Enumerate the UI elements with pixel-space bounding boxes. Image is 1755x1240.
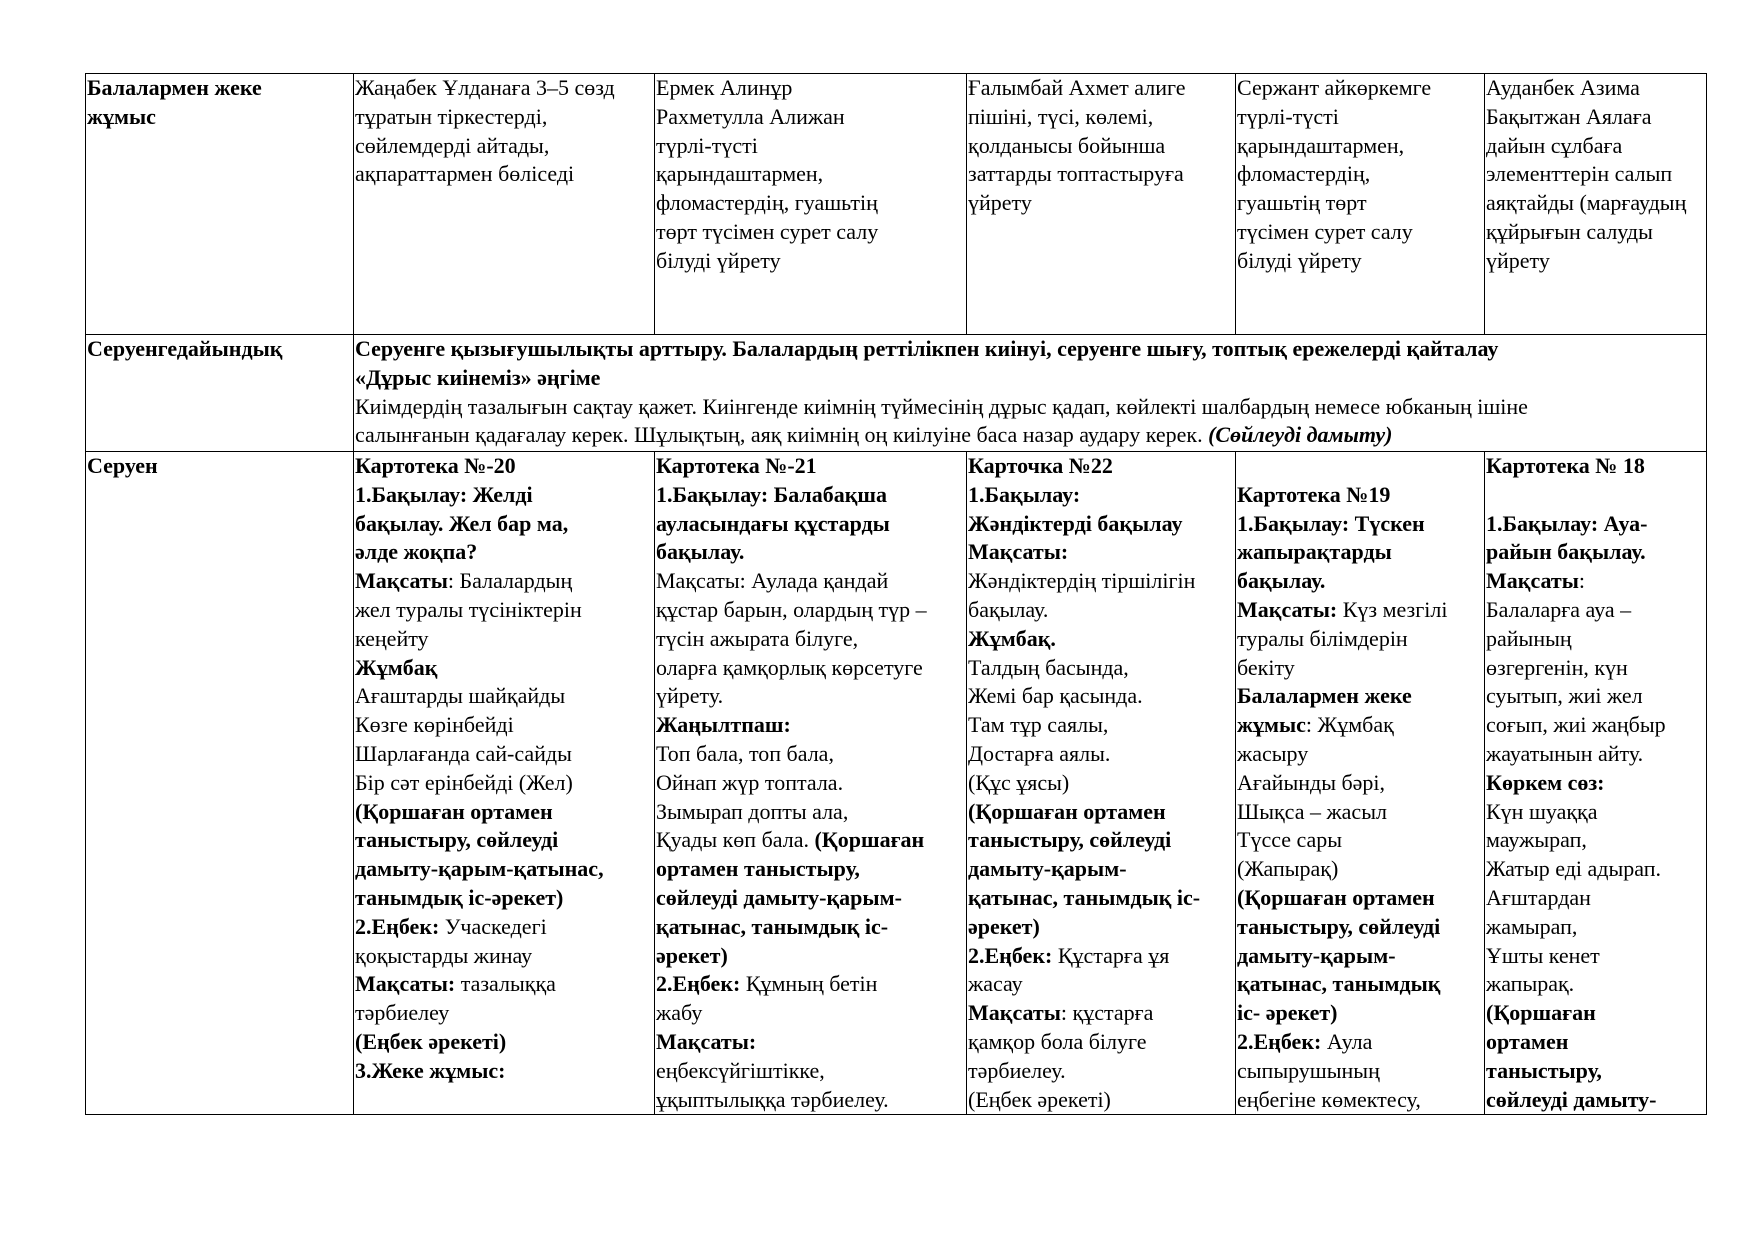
cell-line: Жаңылтпаш: [656, 712, 791, 738]
individual-cell [655, 74, 967, 335]
cell-line: Мақсаты: құстарға [968, 1000, 1154, 1026]
cell-line: райын бақылау. [1486, 539, 1646, 565]
cell-line: таныстыру, сөйлеуді [355, 827, 559, 853]
prep-italic-note: (Сөйлеуді дамыту) [1208, 422, 1393, 448]
cell-line: жел туралы түсініктерін [355, 596, 582, 622]
cell-line: Балаларға ауа – [1486, 596, 1632, 622]
cell-line: Мақсаты: Балалардың [355, 568, 573, 594]
cell-line: Картотека №19 [1237, 481, 1391, 507]
walk-cell [967, 452, 1236, 1115]
cell-line: бақылау. [656, 539, 745, 565]
cell-line: жамырап, [1486, 913, 1578, 939]
cell-line: әлде жоқпа? [355, 539, 478, 565]
cell-line: бақылау. Жел бар ма, [355, 510, 569, 536]
cell-line: бақылау. [968, 596, 1049, 622]
prep-heading-line: Серуенге қызығушылықты арттыру. Балалардың реттілікпен киінуі, серуенге шығу, топтық ережелерді қайталау [355, 336, 1499, 361]
cell-line: жасау [968, 971, 1023, 997]
cell-line: таныстыру, сөйлеуді [1237, 913, 1441, 939]
cell-line: түсімен сурет салу [1237, 218, 1413, 244]
cell-line: (Еңбек әрекеті) [968, 1086, 1111, 1112]
cell-line: Талдың басында, [968, 654, 1129, 680]
cell-line: жауатынын айту. [1486, 740, 1644, 766]
cell-line: білуді үйрету [1237, 247, 1362, 273]
cell-line: Мақсаты: тазалыққа [355, 971, 556, 997]
cell-line: Қуады көп бала. (Қоршаған [656, 827, 925, 853]
cell-line: суытып, жиі жел [1486, 683, 1643, 709]
cell-line: түсін ажырата білуге, [656, 625, 859, 651]
cell-line: оларға қамқорлық көрсетуге [656, 654, 923, 680]
cell-line: дамыту-қарым-қатынас, [355, 856, 604, 882]
cell-line: қарындаштармен, [1237, 132, 1405, 158]
cell-line: Жатыр еді адырап. [1486, 856, 1662, 882]
cell-line [1486, 481, 1706, 510]
cell-line: сөйлеуді дамыту- [1486, 1086, 1657, 1112]
cell-line: бақылау. [1237, 568, 1326, 594]
cell-line: Ауданбек Азима [1486, 75, 1640, 100]
label-line: Балалармен жеке [87, 75, 262, 100]
cell-line: Мақсаты: Аулада қандай [656, 568, 889, 594]
cell-line: Там тұр саялы, [968, 712, 1109, 738]
cell-line: қамқор бола білуге [968, 1028, 1147, 1054]
individual-cell [1236, 74, 1485, 335]
cell-line: Балалармен жеке [1237, 683, 1412, 709]
cell-line: жапырақ. [1486, 971, 1575, 997]
cell-line: Мақсаты: [968, 539, 1069, 565]
cell-line: бекіту [1237, 654, 1295, 680]
cell-line: дамыту-қарым- [968, 856, 1127, 882]
cell-line: жасыру [1237, 740, 1309, 766]
cell-line: үйрету [1486, 247, 1550, 273]
cell-line: ақпараттармен бөліседі [355, 161, 575, 187]
cell-line: жұмыс: Жұмбақ [1237, 712, 1394, 738]
cell-line: Жұмбақ. [968, 625, 1056, 651]
cell-line: Достарға аялы. [968, 740, 1111, 766]
cell-line: Мақсаты: Күз мезгілі [1237, 596, 1448, 622]
cell-line: ортамен [1486, 1028, 1569, 1054]
cell-line: тәрбиелеу. [968, 1057, 1066, 1083]
cell-line: қатынас, танымдық [1237, 971, 1441, 997]
cell-line: заттарды топтастыруға [968, 161, 1184, 187]
cell-line: ортамен таныстыру, [656, 856, 860, 882]
row-walk [86, 452, 1707, 1115]
individual-cell [967, 74, 1236, 335]
cell-line: Картотека №-21 [656, 453, 817, 478]
cell-line: Ұшты кенет [1486, 942, 1600, 968]
walk-cell [1485, 452, 1707, 1115]
cell-line: Топ бала, топ бала, [656, 740, 834, 766]
cell-line: әрекет) [968, 913, 1040, 939]
prep-text-line: Киімдердің тазалығын сақтау қажет. Киінгенде киімнің түймесінің дұрыс қадап, көйлекті шалбардың немесе юбканың ішіне [355, 393, 1528, 419]
cell-line: әрекет) [656, 942, 728, 968]
cell-line: фломастердің, [1237, 161, 1371, 187]
row-label-walk: Серуен [86, 452, 354, 1115]
cell-line: Ағаштарды шайқайды [355, 683, 566, 709]
cell-line: Ойнап жүр топтала. [656, 769, 844, 795]
cell-line: Шарлағанда сай-сайды [355, 740, 572, 766]
row-label-individual-work [86, 74, 354, 335]
cell-line: үйрету [968, 190, 1032, 216]
cell-line: (Құс ұясы) [968, 769, 1070, 795]
cell-line: 3.Жеке жұмыс: [355, 1057, 506, 1083]
cell-line: Жәндіктердің тіршілігін [968, 568, 1196, 594]
cell-line: 1.Бақылау: Балабақша [656, 481, 887, 507]
cell-line: 2.Еңбек: Құмның бетін [656, 971, 878, 997]
cell-line: үйрету. [656, 683, 724, 709]
cell-line: Ағайынды бәрі, [1237, 769, 1386, 795]
cell-line [1237, 452, 1484, 481]
walk-cell [1236, 452, 1485, 1115]
cell-line: қатынас, танымдық іс- [656, 913, 889, 939]
cell-line: 2.Еңбек: Құстарға ұя [968, 942, 1170, 968]
cell-line: тұратын тіркестерді, [355, 103, 548, 129]
cell-line: 2.Еңбек: Учаскедегі [355, 913, 547, 939]
plan-table [85, 73, 1707, 1115]
cell-line: (Еңбек әрекеті) [355, 1028, 507, 1054]
cell-line: фломастердің, гуашьтің [656, 190, 878, 216]
cell-line: Түссе сары [1237, 827, 1343, 853]
cell-line: Жұмбақ [355, 654, 438, 680]
cell-line: еңбексүйгіштікке, [656, 1057, 825, 1083]
prep-conversation-title: «Дұрыс киінеміз» әңгіме [355, 364, 601, 390]
walk-preparation-cell [354, 335, 1707, 452]
cell-line: білуді үйрету [656, 247, 781, 273]
cell-line: дайын сұлбаға [1486, 132, 1623, 158]
cell-line: гуашьтің төрт [1237, 190, 1367, 216]
cell-line: (Қоршаған ортамен [1237, 884, 1435, 910]
cell-line: Картотека №-20 [355, 453, 516, 478]
cell-line: Жемі бар қасында. [968, 683, 1143, 709]
cell-line: таныстыру, сөйлеуді [968, 827, 1172, 853]
individual-cell [1485, 74, 1707, 335]
cell-line: кеңейту [355, 625, 429, 651]
row-label-walk-preparation: Серуенгедайындық [86, 335, 354, 452]
cell-line: аяқтайды (марғаудың [1486, 190, 1687, 216]
cell-line: Шықса – жасыл [1237, 798, 1387, 824]
individual-cell [354, 74, 655, 335]
cell-line: (Қоршаған ортамен [355, 798, 553, 824]
cell-line: тәрбиелеу [355, 1000, 450, 1026]
cell-line: Күн шуаққа [1486, 798, 1598, 824]
cell-line: (Қоршаған [1486, 1000, 1596, 1026]
cell-line: қарындаштармен, [656, 161, 824, 187]
cell-line: маужырап, [1486, 827, 1587, 853]
cell-line: сөйлемдерді айтады, [355, 132, 550, 158]
cell-line: Ағштардан [1486, 884, 1591, 910]
cell-line: Көркем сөз: [1486, 769, 1605, 795]
cell-line: жапырақтарды [1237, 539, 1392, 565]
cell-line: өзгергенін, күн [1486, 654, 1628, 680]
cell-line: таныстыру, [1486, 1057, 1602, 1083]
cell-line: түрлі-түсті [1237, 103, 1339, 129]
cell-line: Мақсаты: [1486, 568, 1586, 594]
cell-line: танымдық іс-әрекет) [355, 884, 564, 910]
cell-line: Рахметулла Алижан [656, 103, 845, 129]
row-walk-preparation [86, 335, 1707, 452]
cell-line: элементтерін салып [1486, 161, 1673, 187]
cell-line: құйрығын салуды [1486, 218, 1653, 244]
cell-line: райының [1486, 625, 1572, 651]
cell-line: Зымырап допты ала, [656, 798, 849, 824]
row-individual-work [86, 74, 1707, 335]
cell-line: еңбегіне көмектесу, [1237, 1086, 1421, 1112]
cell-line: (Қоршаған ортамен [968, 798, 1166, 824]
cell-line: 1.Бақылау: Желді [355, 481, 533, 507]
cell-line: 1.Бақылау: Ауа- [1486, 510, 1648, 536]
walk-cell [655, 452, 967, 1115]
prep-text-line: салынғанын қадағалау керек. Шұлықтың, аяқ киімнің оң киілуіне баса назар аудару керек. [355, 422, 1203, 448]
cell-line: қолданысы бойынша [968, 132, 1166, 158]
cell-line: қоқыстарды жинау [355, 942, 533, 968]
cell-line: 1.Бақылау: [968, 481, 1081, 507]
cell-line: соғып, жиі жаңбыр [1486, 712, 1666, 738]
cell-line: Мақсаты: [656, 1028, 757, 1054]
cell-line: Жаңабек Ұлданаға 3–5 сөзд [355, 75, 615, 100]
cell-line: Карточка №22 [968, 453, 1113, 478]
cell-line: Бір сәт ерінбейді (Жел) [355, 769, 573, 795]
cell-line: Сержант айкөркемге [1237, 75, 1432, 100]
cell-line: сөйлеуді дамыту-қарым- [656, 884, 902, 910]
cell-line: Көзге көрінбейді [355, 712, 514, 738]
cell-line: Ғалымбай Ахмет алиге [968, 75, 1186, 100]
cell-line: дамыту-қарым- [1237, 942, 1396, 968]
cell-line: түрлі-түсті [656, 132, 758, 158]
cell-line: Жәндіктерді бақылау [968, 510, 1183, 536]
cell-line: 2.Еңбек: Аула [1237, 1028, 1373, 1054]
cell-line: қатынас, танымдық іс- [968, 884, 1201, 910]
cell-line: пішіні, түсі, көлемі, [968, 103, 1154, 129]
cell-line: Бақытжан Аялаға [1486, 103, 1652, 129]
cell-line: іс- әрекет) [1237, 1000, 1338, 1026]
cell-line: төрт түсімен сурет салу [656, 218, 879, 244]
cell-line: жабу [656, 1000, 703, 1026]
cell-line: құстар барын, олардың түр – [656, 596, 927, 622]
cell-line: ұқыптылыққа тәрбиелеу. [656, 1086, 889, 1112]
cell-line: сыпырушының [1237, 1057, 1380, 1083]
walk-cell [354, 452, 655, 1115]
label-line: жұмыс [87, 103, 156, 129]
cell-line: (Жапырақ) [1237, 856, 1339, 882]
cell-line: Ермек Алинұр [656, 75, 793, 100]
cell-line: туралы білімдерін [1237, 625, 1408, 651]
cell-line: ауласындағы құстарды [656, 510, 890, 536]
cell-line: 1.Бақылау: Түскен [1237, 510, 1425, 536]
cell-line: Картотека № 18 [1486, 453, 1645, 478]
